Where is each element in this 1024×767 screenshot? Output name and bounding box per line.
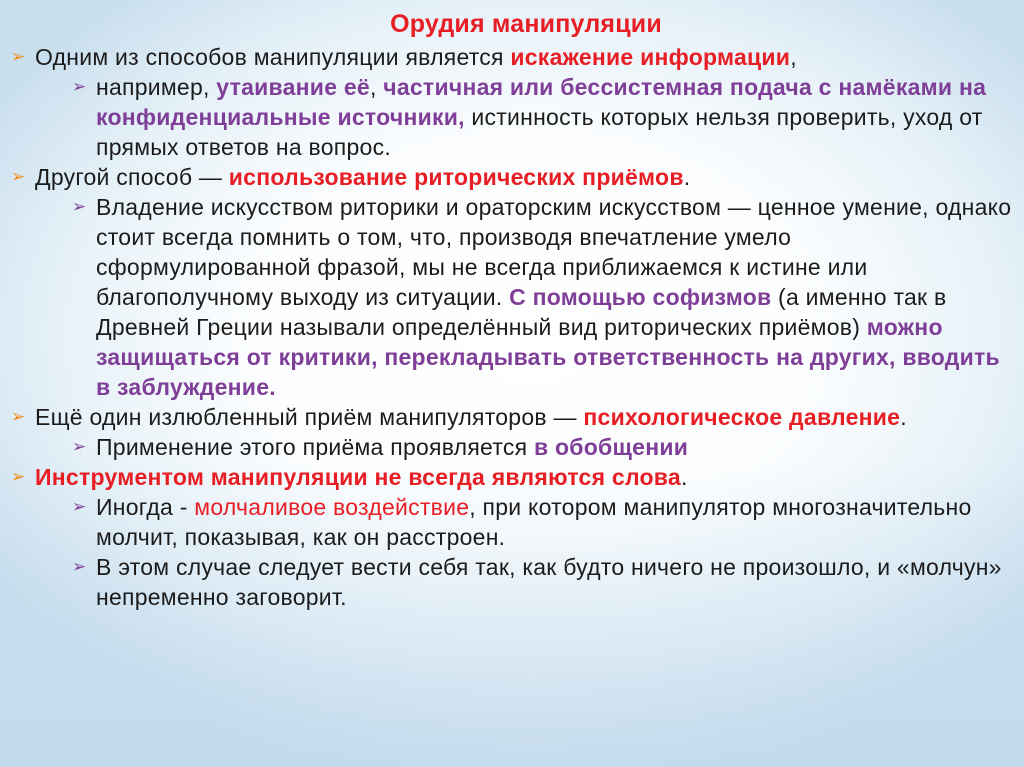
text-run: . — [680, 464, 688, 490]
list-item-7 — [8, 462, 1012, 492]
arrow-bullet-icon: ➢ — [11, 407, 26, 426]
emphasis-purple: в обобщении — [533, 434, 689, 460]
emphasis-red: психологическое давление — [583, 404, 901, 430]
emphasis-purple: можно защищаться от критики, перекладывать ответственность на других, вводить в заблуждение. — [96, 314, 1000, 400]
list-item-3 — [8, 162, 1012, 192]
text-run: , при котором манипулятор многозначительно молчит, показывая, как он расстроен. — [96, 494, 972, 550]
text-run: В этом случае следует вести себя так, как будто ничего не произошло, и «молчун» непременно заговорит. — [96, 554, 1002, 610]
text-run: . — [683, 164, 691, 190]
list-item-5 — [8, 402, 1012, 432]
emphasis-red: искажение информации — [510, 44, 791, 70]
slide-title: Орудия манипуляции — [390, 10, 662, 38]
arrow-bullet-icon: ➢ — [72, 437, 87, 456]
text-run: (а именно так в Древней Греции называли определённый вид риторических приёмов) — [96, 284, 947, 340]
list-item-2 — [8, 72, 1012, 162]
text-run: , — [790, 44, 797, 70]
text-run: Другой способ — — [35, 164, 229, 190]
emphasis-purple: утаивание её — [216, 74, 370, 100]
slide-content — [8, 42, 1012, 612]
text-run: Владение искусством риторики и ораторским искусством — ценное умение, однако стоит всегда помнить о том, что, производя впечатление умело сформулированной фразой, мы не всегда приближаемся к истине или благополучному выходу из ситуации. — [96, 194, 1012, 310]
list-item-4 — [8, 192, 1012, 402]
text-run: Одним из способов манипуляции является — [35, 44, 511, 70]
text-run: Ещё один излюбленный приём манипуляторов — — [35, 404, 584, 430]
text-run: , — [369, 74, 384, 100]
arrow-bullet-icon: ➢ — [11, 167, 26, 186]
arrow-bullet-icon: ➢ — [72, 497, 87, 516]
emphasis-red: молчаливое воздействие — [194, 494, 470, 520]
list-item-6 — [8, 432, 1012, 462]
text-run: например, — [96, 74, 217, 100]
text-run: истинность которых нельзя проверить, уход от прямых ответов на вопрос. — [96, 104, 983, 160]
emphasis-red: использование риторических приёмов — [228, 164, 684, 190]
list-item-8 — [8, 492, 1012, 552]
arrow-bullet-icon: ➢ — [11, 467, 26, 486]
arrow-bullet-icon: ➢ — [72, 557, 87, 576]
arrow-bullet-icon: ➢ — [72, 77, 87, 96]
arrow-bullet-icon: ➢ — [72, 197, 87, 216]
text-run: Применение этого приёма проявляется — [96, 434, 534, 460]
emphasis-red: Инструментом манипуляции не всегда являются слова — [35, 464, 681, 490]
list-item-9 — [8, 552, 1012, 612]
emphasis-purple: С помощью софизмов — [509, 284, 772, 310]
text-run: Иногда - — [96, 494, 195, 520]
emphasis-purple: частичная или бессистемная подача с намёками на конфиденциальные источники, — [96, 74, 987, 130]
text-run: . — [900, 404, 907, 430]
list-item-1 — [8, 42, 1012, 72]
arrow-bullet-icon: ➢ — [11, 47, 26, 66]
